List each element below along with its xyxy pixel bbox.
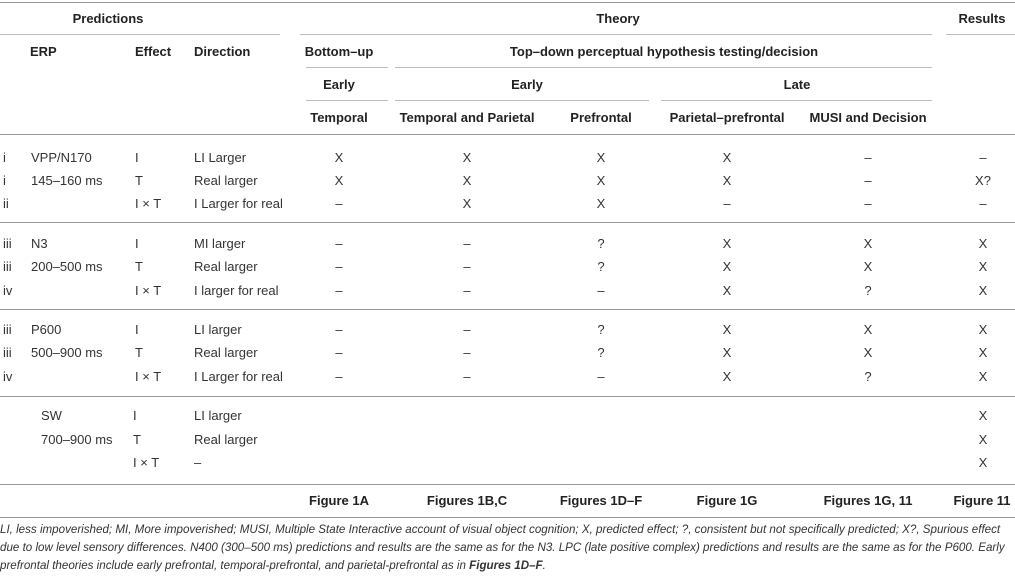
cell-effect: I — [135, 322, 139, 337]
cell-results: – — [979, 150, 987, 165]
cell-effect: I × T — [133, 455, 160, 470]
header-musi-decision: MUSI and Decision — [809, 110, 927, 125]
cell-bottom-up-temporal: – — [335, 236, 343, 251]
cell-parietal-prefrontal: X — [722, 236, 732, 251]
cell-erp: 145–160 ms — [31, 173, 103, 188]
rule-group-2 — [0, 309, 1015, 310]
cell-results: X? — [975, 173, 991, 188]
figure-ref-bottom-up: Figure 1A — [309, 493, 369, 508]
cell-temporal-parietal: – — [463, 322, 471, 337]
cell-parietal-prefrontal: X — [722, 259, 732, 274]
cell-direction: LI Larger — [194, 150, 247, 165]
figure-ref-results: Figure 11 — [953, 493, 1011, 508]
rule-before-figures — [0, 484, 1015, 485]
cell-bottom-up-temporal: – — [335, 196, 343, 211]
cell-prefrontal: ? — [597, 259, 605, 274]
cell-bottom-up-temporal: – — [335, 369, 343, 384]
rule-predictions — [0, 34, 280, 35]
header-theory: Theory — [596, 11, 640, 26]
cell-musi-decision: – — [864, 173, 872, 188]
cell-erp: 700–900 ms — [41, 432, 113, 447]
rule-late-td — [661, 100, 932, 101]
cell-results: X — [978, 259, 988, 274]
cell-temporal-parietal: X — [462, 150, 472, 165]
cell-direction: MI larger — [194, 236, 246, 251]
cell-results: X — [978, 369, 988, 384]
cell-parietal-prefrontal: X — [722, 173, 732, 188]
footnote-figure-link[interactable]: Figures 1D–F — [469, 559, 543, 572]
header-parietal-prefrontal: Parietal–prefrontal — [669, 110, 785, 125]
cell-musi-decision: X — [863, 259, 873, 274]
cell-temporal-parietal: – — [463, 369, 471, 384]
header-early-bottom-up: Early — [323, 77, 355, 92]
cell-parietal-prefrontal: X — [722, 150, 732, 165]
header-top-down: Top–down perceptual hypothesis testing/decision — [509, 44, 819, 59]
header-direction: Direction — [194, 44, 251, 59]
cell-results: – — [979, 196, 987, 211]
figure-ref-prefrontal: Figures 1D–F — [559, 493, 643, 508]
cell-prefrontal: X — [596, 196, 606, 211]
cell-bottom-up-temporal: – — [335, 345, 343, 360]
cell-results: X — [978, 455, 988, 470]
cell-parietal-prefrontal: X — [722, 345, 732, 360]
rule-top — [0, 2, 1015, 3]
cell-musi-decision: X — [863, 236, 873, 251]
header-prefrontal: Prefrontal — [570, 110, 632, 125]
cell-prefrontal: – — [597, 369, 605, 384]
cell-results: X — [978, 236, 988, 251]
cell-roman: iii — [3, 322, 12, 337]
cell-erp: SW — [41, 408, 62, 423]
cell-direction: I larger for real — [194, 283, 279, 298]
rule-header-bottom — [0, 134, 1015, 135]
header-temporal: Temporal — [310, 110, 368, 125]
cell-prefrontal: ? — [597, 322, 605, 337]
cell-musi-decision: – — [864, 150, 872, 165]
cell-erp: N3 — [31, 236, 48, 251]
rule-bottom — [0, 517, 1015, 518]
header-bottom-up: Bottom–up — [304, 44, 374, 59]
table-footnote — [0, 521, 1015, 575]
cell-bottom-up-temporal: – — [335, 283, 343, 298]
header-late-top-down: Late — [783, 77, 811, 92]
rule-early-bu — [306, 100, 388, 101]
cell-direction: LI larger — [194, 322, 242, 337]
figure-ref-musi: Figures 1G, 11 — [823, 493, 913, 508]
cell-direction: LI larger — [194, 408, 242, 423]
figure-ref-temporal-parietal: Figures 1B,C — [426, 493, 508, 508]
cell-musi-decision: – — [864, 196, 872, 211]
cell-bottom-up-temporal: – — [335, 322, 343, 337]
cell-temporal-parietal: X — [462, 173, 472, 188]
header-predictions: Predictions — [72, 11, 144, 26]
cell-results: X — [978, 345, 988, 360]
cell-direction: – — [194, 455, 202, 470]
rule-top-down — [395, 67, 932, 68]
cell-roman: iv — [3, 369, 13, 384]
cell-roman: iii — [3, 345, 12, 360]
rule-theory — [300, 34, 932, 35]
cell-effect: I × T — [135, 369, 162, 384]
header-early-top-down: Early — [511, 77, 543, 92]
cell-musi-decision: X — [863, 345, 873, 360]
cell-results: X — [978, 322, 988, 337]
cell-bottom-up-temporal: X — [334, 173, 344, 188]
cell-prefrontal: X — [596, 173, 606, 188]
rule-group-3 — [0, 396, 1015, 397]
cell-results: X — [978, 408, 988, 423]
rule-results — [946, 34, 1015, 35]
header-effect: Effect — [135, 44, 172, 59]
cell-prefrontal: ? — [597, 345, 605, 360]
cell-prefrontal: – — [597, 283, 605, 298]
cell-direction: I Larger for real — [194, 196, 283, 211]
cell-direction: I Larger for real — [194, 369, 283, 384]
cell-prefrontal: ? — [597, 236, 605, 251]
rule-early-td — [395, 100, 649, 101]
rule-bottom-up — [306, 67, 388, 68]
cell-temporal-parietal: X — [462, 196, 472, 211]
cell-effect: T — [135, 259, 143, 274]
cell-parietal-prefrontal: – — [723, 196, 731, 211]
cell-effect: I × T — [135, 283, 162, 298]
cell-roman: i — [3, 173, 6, 188]
cell-effect: I — [135, 236, 139, 251]
cell-direction: Real larger — [194, 432, 258, 447]
cell-temporal-parietal: – — [463, 345, 471, 360]
cell-erp: 200–500 ms — [31, 259, 103, 274]
cell-temporal-parietal: – — [463, 259, 471, 274]
cell-musi-decision: X — [863, 322, 873, 337]
cell-parietal-prefrontal: X — [722, 369, 732, 384]
cell-effect: I — [133, 408, 137, 423]
cell-results: X — [978, 283, 988, 298]
cell-effect: T — [133, 432, 141, 447]
cell-bottom-up-temporal: – — [335, 259, 343, 274]
cell-direction: Real larger — [194, 345, 258, 360]
header-results: Results — [958, 11, 1006, 26]
cell-roman: ii — [3, 196, 9, 211]
cell-erp: VPP/N170 — [31, 150, 92, 165]
cell-musi-decision: ? — [864, 369, 872, 384]
cell-effect: T — [135, 173, 143, 188]
cell-prefrontal: X — [596, 150, 606, 165]
cell-roman: iv — [3, 283, 13, 298]
cell-roman: iii — [3, 259, 12, 274]
footnote-text: LI, less impoverished; MI, More impoverished; MUSI, Multiple State Interactive account of visual object cognition; X, predicted effect; ?, consistent but not specifically predicted; X?, Spurious effect due to low level sensory differences. N400 (300–500 ms) predictions and results are the same as for the N3. LPC (late positive complex) predictions and results are the same as for the P600. Early prefrontal theories include early prefrontal, temporal-prefrontal, and parietal-prefrontal as in — [0, 523, 1005, 572]
cell-temporal-parietal: – — [463, 236, 471, 251]
cell-parietal-prefrontal: X — [722, 322, 732, 337]
figure-ref-parietal-prefrontal: Figure 1G — [696, 493, 758, 508]
cell-musi-decision: ? — [864, 283, 872, 298]
cell-erp: 500–900 ms — [31, 345, 103, 360]
cell-effect: I — [135, 150, 139, 165]
header-erp: ERP — [30, 44, 57, 59]
cell-erp: P600 — [31, 322, 62, 337]
header-temporal-parietal: Temporal and Parietal — [399, 110, 535, 125]
cell-direction: Real larger — [194, 173, 258, 188]
cell-effect: I × T — [135, 196, 162, 211]
cell-parietal-prefrontal: X — [722, 283, 732, 298]
cell-results: X — [978, 432, 988, 447]
cell-effect: T — [135, 345, 143, 360]
cell-bottom-up-temporal: X — [334, 150, 344, 165]
cell-roman: i — [3, 150, 6, 165]
footnote-end: . — [542, 559, 546, 572]
cell-direction: Real larger — [194, 259, 258, 274]
cell-temporal-parietal: – — [463, 283, 471, 298]
cell-roman: iii — [3, 236, 12, 251]
rule-group-1 — [0, 222, 1015, 223]
